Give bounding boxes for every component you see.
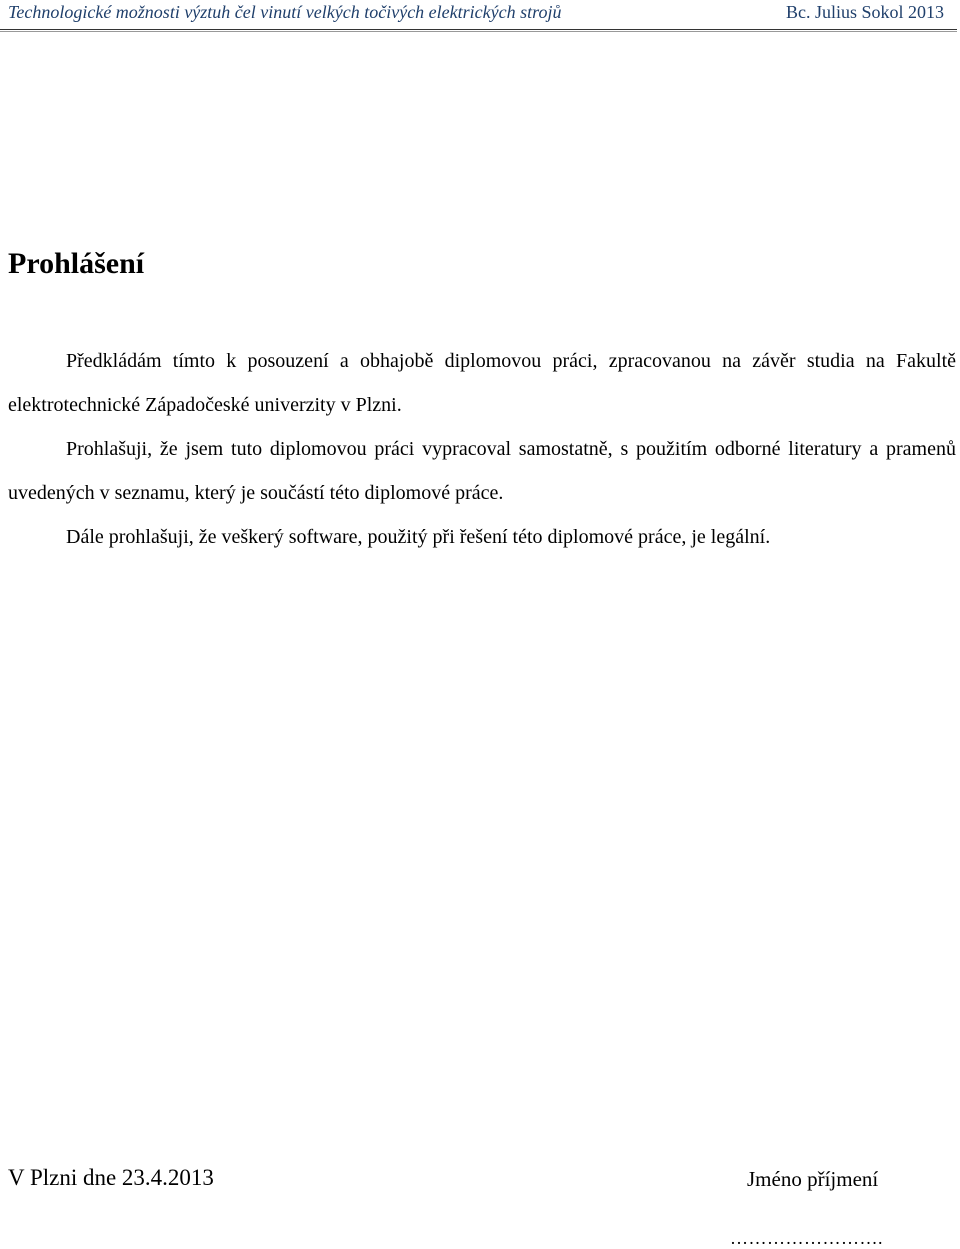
paragraph-submission: Předkládám tímto k posouzení a obhajobě diplomovou práci, zpracovanou na závěr studia na Fakultě elektrotechnické Západočeské univerzity v Plzni. bbox=[8, 350, 956, 416]
header-divider bbox=[0, 29, 957, 30]
header-author-year: Bc. Julius Sokol 2013 bbox=[785, 2, 944, 22]
place-date: V Plzni dne 23.4.2013 bbox=[8, 1165, 214, 1190]
page-title: Prohlášení bbox=[8, 247, 145, 280]
author-name: Jméno příjmení bbox=[747, 1167, 879, 1191]
paragraph-declaration: Prohlašuji, že jsem tuto diplomovou práci vypracoval samostatně, s použitím odborné literatury a pramenů uvedených v seznamu, který je součástí této diplomové práce. bbox=[8, 438, 956, 504]
running-header bbox=[0, 0, 960, 34]
paragraph-software: Dále prohlašuji, že veškerý software, použitý při řešení této diplomové práce, je legální. bbox=[66, 526, 771, 548]
header-thesis-title: Technologické možnosti výztuh čel vinutí velkých točivých elektrických strojů bbox=[8, 2, 562, 22]
declaration-body bbox=[8, 339, 956, 559]
signature-line: ……………………. bbox=[730, 1228, 883, 1248]
